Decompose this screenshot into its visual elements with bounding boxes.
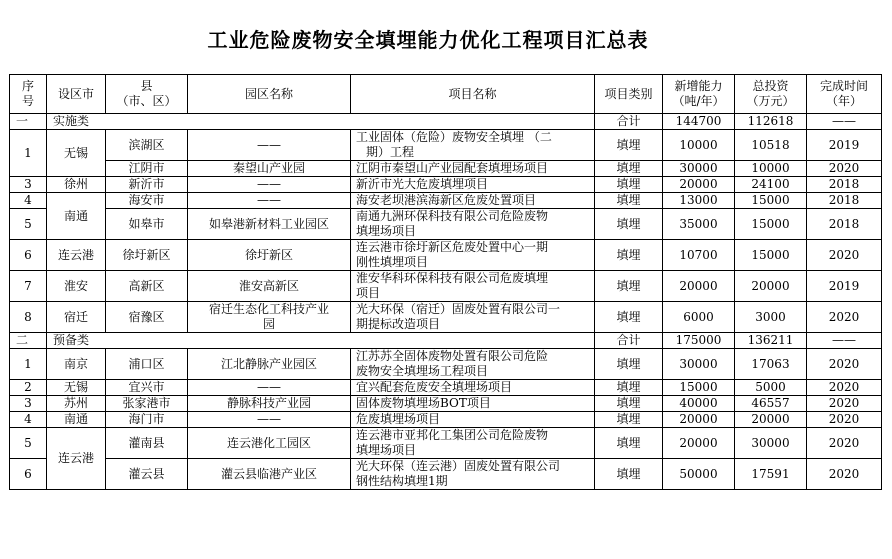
row-capacity: 10000 <box>663 130 735 161</box>
table-row <box>10 240 882 271</box>
row-project: 南通九洲环保科技有限公司危险废物 填埋场项目 <box>351 209 595 240</box>
row-seq: 2 <box>10 380 47 396</box>
row-invest: 20000 <box>735 412 807 428</box>
table-row <box>10 302 882 333</box>
row-project: 江阴市秦望山产业园配套填埋场项目 <box>351 161 595 177</box>
row-seq: 3 <box>10 396 47 412</box>
section-num: 一 <box>10 114 47 130</box>
row-year: 2019 <box>807 130 882 161</box>
table-row <box>10 349 882 380</box>
row-park: 淮安高新区 <box>188 271 351 302</box>
row-park: 连云港化工园区 <box>188 428 351 459</box>
row-park: 徐圩新区 <box>188 240 351 271</box>
header-county: 县 （市、区） <box>106 75 188 114</box>
row-county: 滨湖区 <box>106 130 188 161</box>
row-category: 填埋 <box>595 459 663 490</box>
row-seq: 5 <box>10 428 47 459</box>
row-invest: 30000 <box>735 428 807 459</box>
row-project: 光大环保（连云港）固废处置有限公司 钢性结构填埋1期 <box>351 459 595 490</box>
row-category: 填埋 <box>595 240 663 271</box>
row-city: 无锡 <box>47 380 106 396</box>
row-county: 张家港市 <box>106 396 188 412</box>
row-invest: 24100 <box>735 177 807 193</box>
row-invest: 17591 <box>735 459 807 490</box>
row-year: 2018 <box>807 209 882 240</box>
row-category: 填埋 <box>595 209 663 240</box>
row-county: 江阴市 <box>106 161 188 177</box>
section-name: 预备类 <box>47 333 595 349</box>
row-year: 2020 <box>807 380 882 396</box>
row-capacity: 50000 <box>663 459 735 490</box>
section-capacity: 175000 <box>663 333 735 349</box>
row-city: 宿迁 <box>47 302 106 333</box>
header-seq: 序 号 <box>10 75 47 114</box>
row-invest: 20000 <box>735 271 807 302</box>
row-park: 江北静脉产业园区 <box>188 349 351 380</box>
row-invest: 10000 <box>735 161 807 177</box>
row-capacity: 6000 <box>663 302 735 333</box>
row-year: 2020 <box>807 240 882 271</box>
table-row <box>10 428 882 459</box>
header-invest: 总投资 （万元） <box>735 75 807 114</box>
row-category: 填埋 <box>595 428 663 459</box>
row-county: 浦口区 <box>106 349 188 380</box>
row-seq: 1 <box>10 130 47 177</box>
row-category: 填埋 <box>595 396 663 412</box>
row-capacity: 40000 <box>663 396 735 412</box>
table-row <box>10 177 882 193</box>
row-invest: 15000 <box>735 193 807 209</box>
row-park: —— <box>188 193 351 209</box>
row-project: 固体废物填埋场BOT项目 <box>351 396 595 412</box>
section-total-label: 合计 <box>595 114 663 130</box>
row-city: 徐州 <box>47 177 106 193</box>
row-county: 高新区 <box>106 271 188 302</box>
row-year: 2020 <box>807 396 882 412</box>
row-county: 如皋市 <box>106 209 188 240</box>
row-category: 填埋 <box>595 380 663 396</box>
row-project: 江苏苏全固体废物处置有限公司危险 废物安全填埋场工程项目 <box>351 349 595 380</box>
header-capacity: 新增能力 （吨/年） <box>663 75 735 114</box>
row-year: 2019 <box>807 271 882 302</box>
row-city: 南京 <box>47 349 106 380</box>
section-invest: 112618 <box>735 114 807 130</box>
row-county: 宜兴市 <box>106 380 188 396</box>
row-project: 连云港市亚邦化工集团公司危险废物 填埋场项目 <box>351 428 595 459</box>
row-seq: 7 <box>10 271 47 302</box>
table-row <box>10 380 882 396</box>
row-park: 静脉科技产业园 <box>188 396 351 412</box>
row-park: 宿迁生态化工科技产业 园 <box>188 302 351 333</box>
row-park: —— <box>188 380 351 396</box>
row-invest: 15000 <box>735 209 807 240</box>
page-title: 工业危险废物安全填埋能力优化工程项目汇总表 <box>207 28 649 52</box>
row-county: 新沂市 <box>106 177 188 193</box>
header-park: 园区名称 <box>188 75 351 114</box>
row-year: 2020 <box>807 302 882 333</box>
row-category: 填埋 <box>595 412 663 428</box>
row-capacity: 13000 <box>663 193 735 209</box>
row-category: 填埋 <box>595 161 663 177</box>
section-num: 二 <box>10 333 47 349</box>
section-row <box>10 333 882 349</box>
row-category: 填埋 <box>595 302 663 333</box>
row-seq: 4 <box>10 412 47 428</box>
row-park: 如皋港新材料工业园区 <box>188 209 351 240</box>
row-capacity: 30000 <box>663 349 735 380</box>
row-city: 苏州 <box>47 396 106 412</box>
row-project: 光大环保（宿迁）固废处置有限公司一 期提标改造项目 <box>351 302 595 333</box>
table-row <box>10 412 882 428</box>
section-total-label: 合计 <box>595 333 663 349</box>
row-park: —— <box>188 177 351 193</box>
row-seq: 4 <box>10 193 47 209</box>
row-county: 灌南县 <box>106 428 188 459</box>
header-row <box>10 75 882 114</box>
row-capacity: 15000 <box>663 380 735 396</box>
row-county: 宿豫区 <box>106 302 188 333</box>
row-city: 无锡 <box>47 130 106 177</box>
row-invest: 17063 <box>735 349 807 380</box>
row-seq: 8 <box>10 302 47 333</box>
row-city: 连云港 <box>47 428 106 490</box>
row-capacity: 30000 <box>663 161 735 177</box>
row-city: 淮安 <box>47 271 106 302</box>
section-invest: 136211 <box>735 333 807 349</box>
row-project: 新沂市光大危废填埋项目 <box>351 177 595 193</box>
row-project: 工业固体（危险）废物安全填埋 （二 期）工程 <box>351 130 595 161</box>
summary-table <box>9 74 882 490</box>
row-county: 海安市 <box>106 193 188 209</box>
row-year: 2020 <box>807 412 882 428</box>
row-county: 徐圩新区 <box>106 240 188 271</box>
table-row <box>10 459 882 490</box>
row-seq: 6 <box>10 240 47 271</box>
section-year: —— <box>807 114 882 130</box>
row-invest: 5000 <box>735 380 807 396</box>
row-park: 秦望山产业园 <box>188 161 351 177</box>
row-year: 2018 <box>807 177 882 193</box>
row-seq: 1 <box>10 349 47 380</box>
row-park: 灌云县临港产业区 <box>188 459 351 490</box>
row-city: 南通 <box>47 193 106 240</box>
row-capacity: 20000 <box>663 412 735 428</box>
row-invest: 15000 <box>735 240 807 271</box>
row-project: 淮安华科环保科技有限公司危废填埋 项目 <box>351 271 595 302</box>
row-invest: 46557 <box>735 396 807 412</box>
row-year: 2020 <box>807 428 882 459</box>
row-category: 填埋 <box>595 130 663 161</box>
row-project: 危废填埋场项目 <box>351 412 595 428</box>
section-row <box>10 114 882 130</box>
row-county: 海门市 <box>106 412 188 428</box>
row-capacity: 10700 <box>663 240 735 271</box>
row-park: —— <box>188 130 351 161</box>
table-row <box>10 396 882 412</box>
row-project: 海安老坝港滨海新区危废处置项目 <box>351 193 595 209</box>
row-year: 2020 <box>807 459 882 490</box>
row-category: 填埋 <box>595 271 663 302</box>
row-invest: 3000 <box>735 302 807 333</box>
row-category: 填埋 <box>595 349 663 380</box>
row-seq: 3 <box>10 177 47 193</box>
row-city: 南通 <box>47 412 106 428</box>
row-park: —— <box>188 412 351 428</box>
row-capacity: 35000 <box>663 209 735 240</box>
row-capacity: 20000 <box>663 271 735 302</box>
section-capacity: 144700 <box>663 114 735 130</box>
row-year: 2020 <box>807 161 882 177</box>
table-row <box>10 271 882 302</box>
table-row <box>10 209 882 240</box>
row-year: 2018 <box>807 193 882 209</box>
table-row <box>10 161 882 177</box>
row-city: 连云港 <box>47 240 106 271</box>
row-category: 填埋 <box>595 177 663 193</box>
row-project: 宜兴配套危废安全填埋场项目 <box>351 380 595 396</box>
row-category: 填埋 <box>595 193 663 209</box>
header-city: 设区市 <box>47 75 106 114</box>
row-seq: 5 <box>10 209 47 240</box>
table-row <box>10 130 882 161</box>
section-name: 实施类 <box>47 114 595 130</box>
row-capacity: 20000 <box>663 177 735 193</box>
section-year: —— <box>807 333 882 349</box>
row-invest: 10518 <box>735 130 807 161</box>
row-county: 灌云县 <box>106 459 188 490</box>
row-year: 2020 <box>807 349 882 380</box>
header-project: 项目名称 <box>351 75 595 114</box>
row-project: 连云港市徐圩新区危废处置中心一期 刚性填埋项目 <box>351 240 595 271</box>
row-capacity: 20000 <box>663 428 735 459</box>
header-category: 项目类别 <box>595 75 663 114</box>
table-row <box>10 193 882 209</box>
row-seq: 6 <box>10 459 47 490</box>
header-year: 完成时间 （年） <box>807 75 882 114</box>
